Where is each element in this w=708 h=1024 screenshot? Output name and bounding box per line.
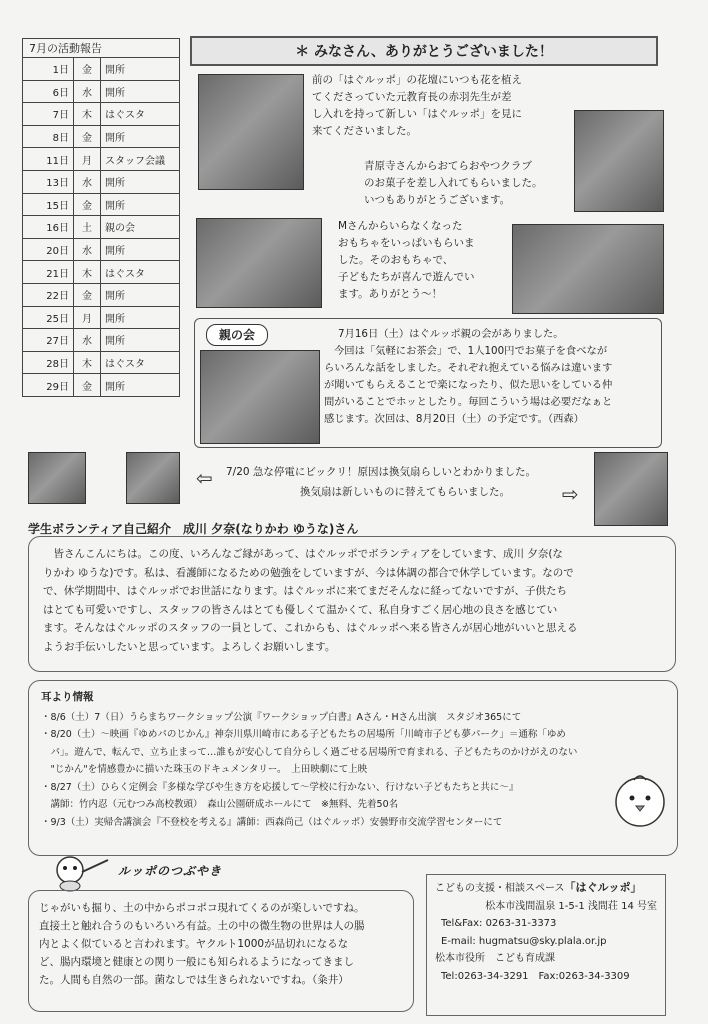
activity-row	[23, 58, 180, 81]
thanks-heading: ＊ みなさん、ありがとうございました！	[190, 36, 658, 66]
activity-dow: 土	[74, 216, 101, 239]
activity-event: 親の会	[101, 216, 180, 239]
activity-event: 開所	[101, 306, 180, 329]
activity-row	[23, 170, 180, 193]
activity-event: 開所	[101, 374, 180, 397]
info-line: "じかん"を情感豊かに描いた珠玉のドキュメンタリー。 上田映劇にて上映	[41, 764, 368, 775]
activity-date: 6日	[23, 80, 74, 103]
activity-dow: 水	[74, 238, 101, 261]
arrow-left-icon: ⇦	[196, 466, 213, 490]
contact-email[interactable]: E-mail: hugmatsu@sky.plala.or.jp	[441, 935, 607, 947]
activity-row	[23, 374, 180, 397]
photo-akabane-sensei	[198, 74, 304, 190]
info-box	[28, 680, 678, 856]
activity-event: 開所	[101, 58, 180, 81]
activity-dow: 金	[74, 58, 101, 81]
student-intro-box: 皆さんこんにちは。この度、いろんなご縁があって、はぐルッポでボランティアをしています、成川 夕奈(な りかわ ゆうな)です。私は、看護師になるための勉強をしていますが、今は体調の都合で休学しています。なので で、休学期間中、はぐルッポでお世話になります。はぐルッポに来てまだそんなに経ってないですが、子供たち はとても可愛いですし、スタッフの皆さんはとても優しくて温かくて、私自身すごく居心地の良さを感じてい ます。そんなはぐルッポのスタッフの一員として、これからも、はぐルッポへ来る皆さんが居心地がいいと思える ようお手伝いしたいと思っています。よろしくお願いします。	[28, 536, 676, 672]
info-line: ・8/6（土）7（日）うらまちワークショップ公演『ワークショップ白書』Aさん・Hさん出演 スタジオ365にて	[41, 711, 522, 723]
thanks-paragraph-1: 前の「はぐルッポ」の花壇にいつも花を植え てくださっていた元教育長の赤羽先生が差 し入れを持って新しい「はぐルッポ」を見に 来てくださいました。	[312, 74, 522, 137]
thanks-paragraph-2: 青原寺さんからおてらおやつクラブ のお菓子を差し入れてもらいました。 いつもありがとうございます。	[364, 160, 543, 206]
info-line: ・8/20（土）～映画『ゆめパのじかん』神奈川県川崎市にある子どもたちの居場所「川崎市子ども夢パーク」＝通称「ゆめ	[41, 729, 566, 740]
contact-org: こどもの支援・相談スペース「はぐルッポ」	[435, 881, 642, 894]
activity-row	[23, 216, 180, 239]
activity-event: はぐスタ	[101, 261, 180, 284]
activity-date: 16日	[23, 216, 74, 239]
photo-parents-meeting	[200, 350, 320, 444]
activity-date: 15日	[23, 193, 74, 216]
parents-meeting-text: 7月16日（土）はぐルッポ親の会がありました。 今回は「気軽にお茶会」で、1人100円でお菓子を食べなが らいろんな話をしました。それぞれ抱えている悩みは違います が聞いてもらえることで楽になったり、似た思いをしている仲 間がいることでホッとしたり。毎回こういう場は必要だなぁと 感じます。次回は、8月20日（土）の予定です。（西森）	[324, 328, 613, 425]
activity-event: 開所	[101, 125, 180, 148]
activity-row	[23, 283, 180, 306]
outage-line-2: 換気扇は新しいものに替えてもらいました。	[300, 486, 510, 498]
activity-dow: 金	[74, 374, 101, 397]
activity-row	[23, 306, 180, 329]
activity-dow: 水	[74, 329, 101, 352]
photo-outage-3	[594, 452, 668, 526]
activity-dow: 月	[74, 148, 101, 171]
activity-dow: 木	[74, 351, 101, 374]
arrow-right-icon: ⇨	[562, 482, 579, 506]
ruppo-character-icon	[52, 852, 112, 892]
activity-row	[23, 80, 180, 103]
activity-event: 開所	[101, 170, 180, 193]
info-line: パ」。遊んで、転んで、立ち止まって…誰もが安心して自分らしく過ごせる居場所で育まれる、子どもたちのかけがえのない	[41, 746, 578, 758]
activity-event: 開所	[101, 283, 180, 306]
activity-dow: 木	[74, 261, 101, 284]
photo-toys-2	[512, 224, 664, 314]
info-line: ・9/3（土）実帰舎講演会『不登校を考える』講師：西森尚己（はぐルッポ）安曇野市交流学習センターにて	[41, 816, 503, 828]
chick-illustration-icon	[612, 770, 668, 830]
activity-dow: 金	[74, 125, 101, 148]
tsubuyaki-box: じゃがいも掘り、土の中からポコポコ現れてくるのが楽しいですね。 直接土と触れ合うのもいろいろ有益。土の中の微生物の世界は人の腸 内とよく似ていると言われます。ヤクルト1000が品切れになるな ど、腸内環境と健康との関り一般にも知られるようになってきまし た。人間も自然の一部。菌なしでは生きられないですね。（粂井）	[28, 890, 414, 1012]
activity-event: スタッフ会議	[101, 148, 180, 171]
activity-date: 13日	[23, 170, 74, 193]
activity-date: 28日	[23, 351, 74, 374]
info-title: 耳より情報	[41, 691, 94, 703]
activity-event: はぐスタ	[101, 103, 180, 126]
photo-outage-1	[28, 452, 86, 504]
activity-date: 11日	[23, 148, 74, 171]
contact-office-tel: Tel:0263-34-3291 Fax:0263-34-3309	[441, 970, 630, 982]
activity-date: 21日	[23, 261, 74, 284]
activity-event: 開所	[101, 238, 180, 261]
activity-dow: 水	[74, 170, 101, 193]
activity-date: 7日	[23, 103, 74, 126]
activity-row	[23, 103, 180, 126]
activity-event: 開所	[101, 80, 180, 103]
contact-address: 松本市浅間温泉 1-5-1 浅間荘 14 号室	[485, 900, 657, 912]
contact-tel: Tel&Fax: 0263-31-3373	[441, 918, 557, 929]
activity-date: 25日	[23, 306, 74, 329]
tsubuyaki-title: ルッポのつぶやき	[118, 864, 223, 878]
activity-date: 29日	[23, 374, 74, 397]
activity-event: 開所	[101, 329, 180, 352]
activity-date: 20日	[23, 238, 74, 261]
activity-dow: 金	[74, 283, 101, 306]
activity-row	[23, 261, 180, 284]
contact-office: 松本市役所 こども育成課	[435, 953, 555, 964]
activity-dow: 金	[74, 193, 101, 216]
student-intro-title: 学生ボランティア自己紹介 成川 夕奈(なりかわ ゆうな)さん	[28, 522, 359, 536]
activity-table	[22, 57, 180, 397]
activity-date: 27日	[23, 329, 74, 352]
activity-row	[23, 148, 180, 171]
photo-toys-1	[196, 218, 322, 308]
activity-event: 開所	[101, 193, 180, 216]
activity-row	[23, 125, 180, 148]
activity-date: 1日	[23, 58, 74, 81]
activity-date: 8日	[23, 125, 74, 148]
parents-meeting-label: 親の会	[206, 324, 268, 346]
contact-box	[426, 874, 666, 1016]
info-line: 講師：竹内忍（元むつみ高校教頭） 森山公園研成ホールにて ※無料、先着50名	[41, 799, 399, 810]
activity-row	[23, 351, 180, 374]
outage-line-1: 7/20 急な停電にビックリ！原因は換気扇らしいとわかりました。	[226, 466, 536, 478]
activity-title: 7月の活動報告	[22, 38, 180, 57]
activity-row	[23, 193, 180, 216]
thanks-paragraph-3: Mさんからいらなくなった おもちゃをいっぱいもらいま した。そのおもちゃで、 子どもたちが喜んで遊んでい ます。ありがとう～！	[338, 220, 475, 300]
activity-dow: 月	[74, 306, 101, 329]
activity-dow: 木	[74, 103, 101, 126]
info-line: ・8/27（土）ひらく定例会『多様な学びや生き方を応援して～学校に行かない、行けない子どもたちと共に～』	[41, 781, 519, 793]
activity-row	[23, 238, 180, 261]
activity-date: 22日	[23, 283, 74, 306]
photo-seigenji	[574, 110, 664, 212]
activity-dow: 水	[74, 80, 101, 103]
activity-event: はぐスタ	[101, 351, 180, 374]
photo-outage-2	[126, 452, 180, 504]
activity-row	[23, 329, 180, 352]
